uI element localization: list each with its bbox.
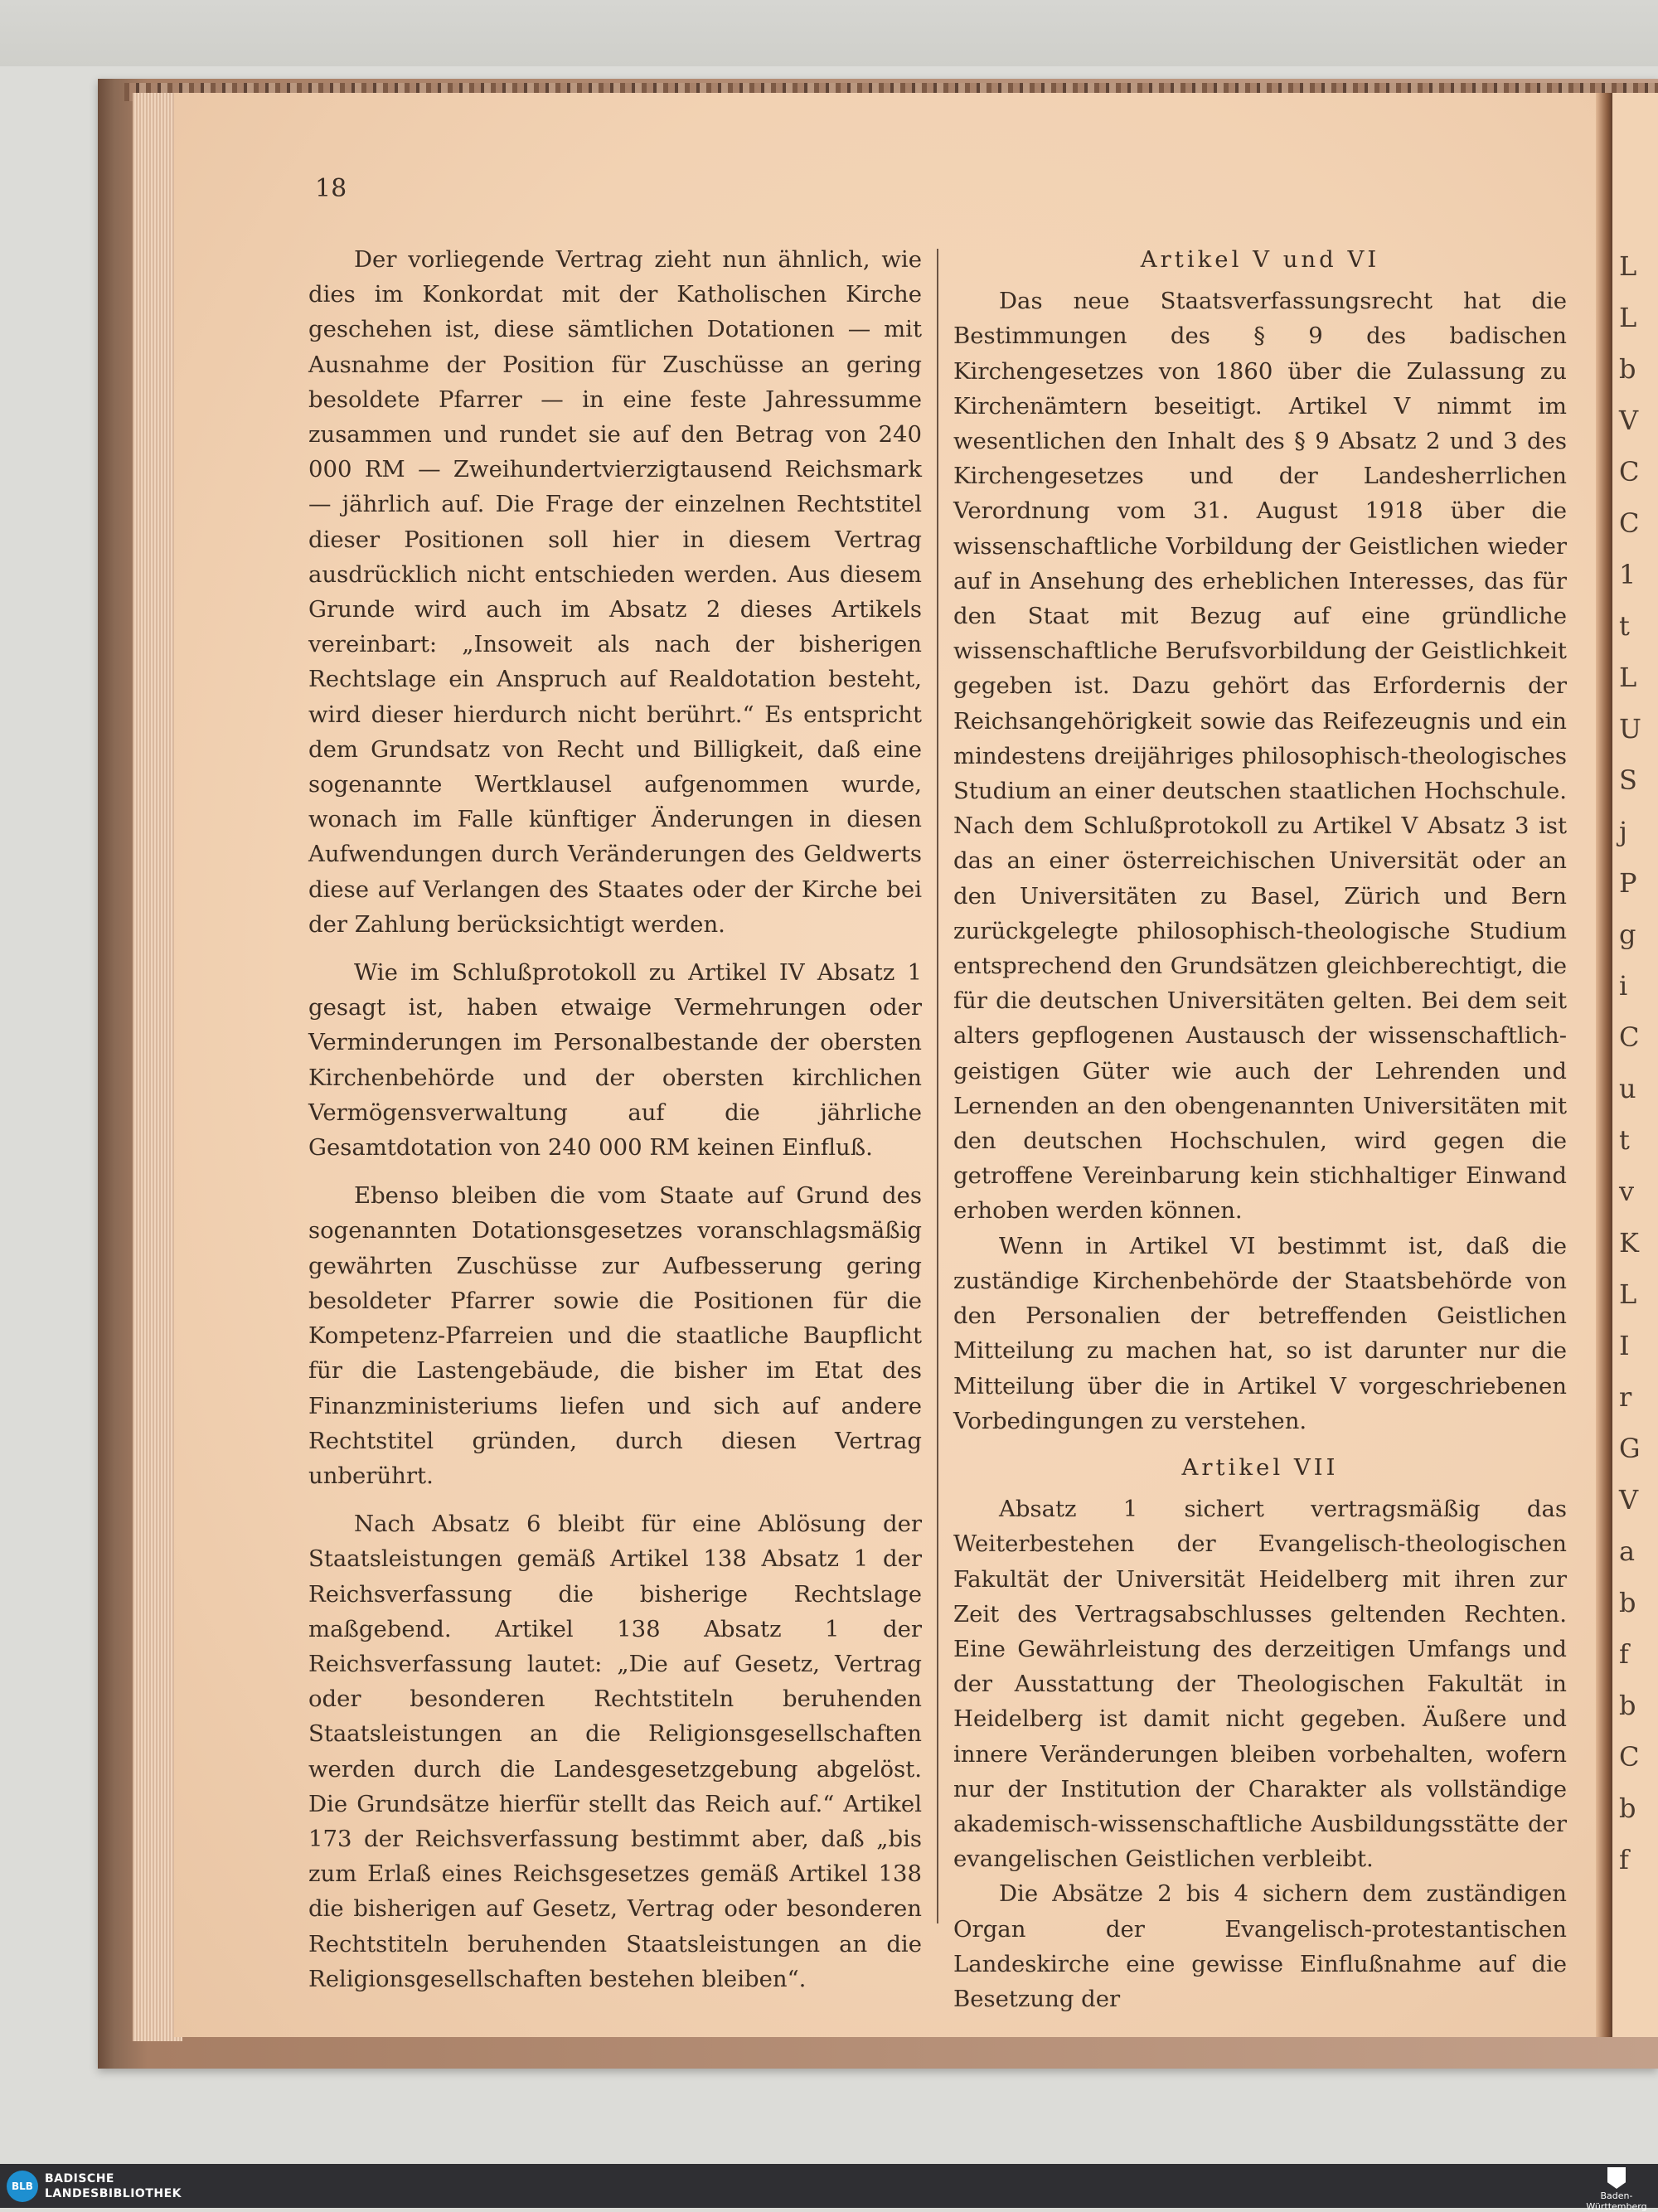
paragraph: Wie im Schlußprotokoll zu Artikel IV Absatz 1 gesagt ist, haben etwaige Vermehrungen oder Verminderungen im Personalbestande der obersten Kirchenbehörde und der obersten kirchlichen Vermögensverwaltung auf die jährliche Gesamtdotation von 240 000 RM keinen Einfluß. bbox=[308, 959, 922, 1162]
left-column bbox=[308, 242, 922, 1996]
next-page-fragment: u bbox=[1619, 1073, 1636, 1104]
next-page-fragment: K bbox=[1619, 1227, 1639, 1259]
next-page-fragment: S bbox=[1619, 764, 1637, 796]
next-page-fragment: L bbox=[1619, 1278, 1637, 1310]
next-page-fragment: U bbox=[1619, 713, 1641, 745]
paragraph: Der vorliegende Vertrag zieht nun ähnlich, wie dies im Konkordat mit der Katholischen Kirche geschehen ist, diese sämtlichen Dotationen — mit Ausnahme der Position für Zuschüsse an gering besoldete Pfarrer — in eine feste Jahressumme zusammen und rundet sie auf den Betrag von 240 000 RM — Zweihundertvierzigtausend Reichsmark — jährlich auf. Die Frage der einzelnen Rechtstitel dieser Positionen soll hier in diesem Vertrag ausdrücklich nicht entschieden werden. Aus diesem Grunde wird auch im Absatz 2 dieses Artikels vereinbart: „Insoweit als nach der bisherigen Rechtslage ein Anspruch auf Realdotation besteht, wird dieser hierdurch nicht berührt.“ Es entspricht dem Grundsatz von Recht und Billigkeit, daß eine sogenannte Wertklausel aufgenommen wurde, wonach im Falle künftiger Änderungen in diesen Aufwendungen durch Veränderungen des Geldwerts diese auf Verlangen des Staates oder der Kirche bei der Zahlung berücksichtigt werden. bbox=[308, 246, 922, 938]
next-page-fragment: L bbox=[1619, 250, 1637, 282]
state-label: Baden-Württemberg bbox=[1586, 2190, 1647, 2212]
next-page-fragment: b bbox=[1619, 353, 1636, 385]
next-page-fragment: b bbox=[1619, 1792, 1636, 1824]
next-page-fragment: a bbox=[1619, 1535, 1636, 1567]
page-number: 18 bbox=[315, 174, 347, 203]
next-page-fragment: P bbox=[1619, 867, 1637, 899]
next-page-fragment: V bbox=[1619, 405, 1639, 436]
blb-logo: BLB bbox=[7, 2171, 38, 2202]
paragraph: Nach Absatz 6 bleibt für eine Ablösung der Staatsleistungen gemäß Artikel 138 Absatz 1 der Reichsverfassung die bisherige Rechtslage maßgebend. Artikel 138 Absatz 1 der Reichsverfassung lautet: „Die auf Gesetz, Vertrag oder besonderen Rechtstiteln beruhenden Staatsleistungen an die Religionsgesellschaften werden durch die Landesgesetzgebung abgelöst. Die Grundsätze hierfür stellt das Reich auf.“ Artikel 173 der Reichsverfassung bestimmt aber, daß „bis zum Erlaß eines Reichsgesetzes gemäß Artikel 138 die bisherigen auf Gesetz, Vertrag oder besonderen Rechtstiteln beruhenden Staatsleistungen an die Religionsgesellschaften bestehen bleiben“. bbox=[308, 1511, 922, 1992]
next-page-fragment: C bbox=[1619, 456, 1640, 488]
right-column bbox=[953, 242, 1567, 2016]
paragraph: Das neue Staatsverfassungsrecht hat die Bestimmungen des § 9 des badischen Kirchengesetzes von 1860 über die Zulassung zu Kirchenämtern beseitigt. Artikel V nimmt im wesentlichen den Inhalt des § 9 Absatz 2 und 3 des Kirchengesetzes und der Landesherrlichen Verordnung vom 31. August 1918 über die wissenschaftliche Vorbildung der Geistlichen wieder auf in Ansehung des erheblichen Interesses, das für den Staat mit Bezug auf eine gründliche wissenschaftliche Berufsvorbildung der Geistlichkeit gegeben ist. Dazu gehört das Erfordernis der Reichsangehörigkeit sowie das Reifezeugnis und ein mindestens dreijähriges philosophisch-theologisches Studium an einer deutschen staatlichen Hochschule. Nach dem Schlußprotokoll zu Artikel V Absatz 3 ist das an einer österreichischen Universität oder an den Universitäten zu Basel, Zürich und Bern zurückgelegte philosophisch-theologische Studium entsprechend den Grundsätzen gleichberechtigt, die für die deutschen Universitäten gelten. Bei dem seit alters gepflogenen Austausch der wissenschaftlich-geistigen Güter wie auch der Lehrenden und Lernenden an den obengenannten Universitäten mit den deutschen Hochschulen, wird gegen die getroffene Vereinbarung kein stichhaltiger Einwand erhoben werden können. bbox=[953, 288, 1567, 1225]
next-page-fragment: b bbox=[1619, 1690, 1636, 1721]
section-heading: Artikel VII bbox=[1181, 1453, 1339, 1481]
state-logo bbox=[1583, 2167, 1650, 2212]
next-page-fragment: t bbox=[1619, 1124, 1630, 1156]
next-page-fragment: v bbox=[1619, 1176, 1635, 1207]
paragraph: Die Absätze 2 bis 4 sichern dem zuständigen Organ der Evangelisch-protestantischen Landeskirche eine gewisse Einflußnahme auf die Besetzung der bbox=[953, 1880, 1567, 2012]
paragraph: Ebenso bleiben die vom Staate auf Grund des sogenannten Dotationsgesetzes voranschlagsmäßig gewährten Zuschüsse zur Aufbesserung gering besoldeter Pfarrer sowie die Positionen für die Kompetenz-Pfarreien und die staatliche Baupflicht für die Lastengebäude, die bisher im Etat des Finanzministeriums liefen und sich auf andere Rechtstitel gründen, durch diesen Vertrag unberührt. bbox=[308, 1182, 922, 1489]
paragraph: Wenn in Artikel VI bestimmt ist, daß die zuständige Kirchenbehörde der Staatsbehörde von den Personalien der betreffenden Geistlichen Mitteilung zu machen hat, so ist darunter nur die Mitteilung über die in Artikel V vorgeschriebenen Vorbedingungen zu verstehen. bbox=[953, 1232, 1567, 1434]
section-heading: Artikel V und VI bbox=[1140, 246, 1380, 273]
next-page-fragment: g bbox=[1619, 919, 1636, 950]
institution-line: LANDESBIBLIOTHEK bbox=[45, 2187, 182, 2200]
next-page-fragment: b bbox=[1619, 1587, 1636, 1618]
next-page-fragment: t bbox=[1619, 610, 1630, 642]
footer-bar bbox=[0, 2164, 1658, 2212]
next-page-fragment: I bbox=[1619, 1330, 1630, 1361]
next-page-fragment: f bbox=[1619, 1638, 1629, 1670]
next-page-fragment: C bbox=[1619, 507, 1640, 539]
next-page-fragment: G bbox=[1619, 1433, 1641, 1464]
next-page-fragment: L bbox=[1619, 302, 1637, 333]
next-page-fragment: C bbox=[1619, 1021, 1640, 1053]
institution-name bbox=[45, 2171, 182, 2201]
next-page-fragment: i bbox=[1619, 970, 1628, 1002]
crest-icon bbox=[1607, 2167, 1626, 2189]
next-page-fragment: L bbox=[1619, 662, 1637, 693]
next-page-edge bbox=[1612, 93, 1658, 2037]
paragraph: Absatz 1 sichert vertragsmäßig das Weiterbestehen der Evangelisch-theologischen Fakultät der Universität Heidelberg mit ihren zur Zeit des Vertragsabschlusses geltenden Rechten. Eine Gewährleistung des derzeitigen Umfangs und der Ausstattung der Theologischen Fakultät in Heidelberg ist damit nicht gegeben. Äußere und innere Veränderungen bleiben vorbehalten, wofern nur der Institution der Charakter als vollständige akademisch-wissenschaftliche Ausbildungsstätte der evangelischen Geistlichen verbleibt. bbox=[953, 1496, 1567, 1873]
column-divider bbox=[937, 249, 938, 1923]
next-page-fragment: 1 bbox=[1619, 559, 1636, 590]
book-gutter bbox=[1596, 93, 1612, 2037]
scan-background bbox=[0, 0, 1658, 66]
next-page-fragment: r bbox=[1619, 1381, 1632, 1413]
next-page-fragment: j bbox=[1619, 816, 1627, 847]
next-page-fragment: f bbox=[1619, 1844, 1629, 1875]
next-page-fragment: C bbox=[1619, 1741, 1640, 1773]
next-page-fragment: V bbox=[1619, 1484, 1639, 1516]
institution-line: BADISCHE bbox=[45, 2172, 114, 2185]
